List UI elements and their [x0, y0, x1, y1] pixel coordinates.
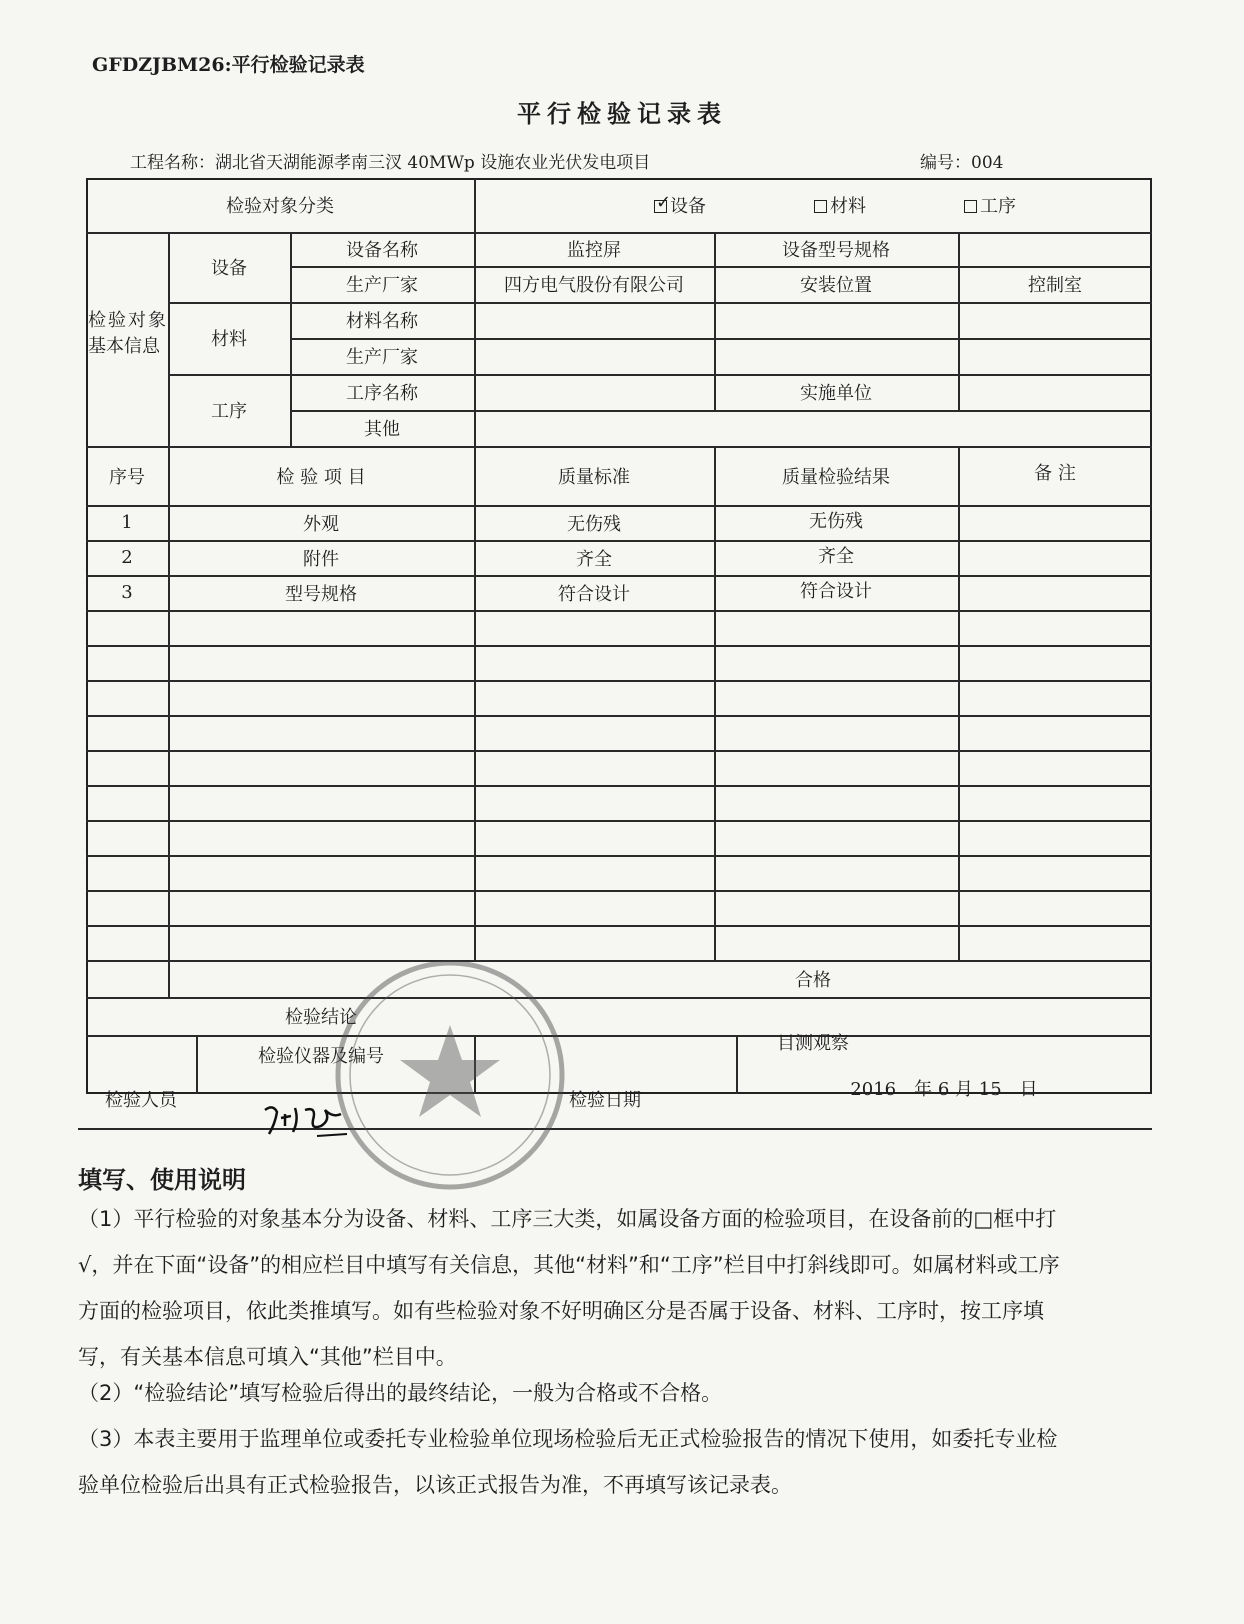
- other-label: 其他: [364, 419, 400, 440]
- instruction-paragraph-1: （1）平行检验的对象基本分为设备、材料、工序三大类，如属设备方面的检验项目，在设备前的□框中打√，并在下面“设备”的相应栏目中填写有关信息，其他“材料”和“工序”栏目中打斜线即可。如属材料或工序方面的检验项目，依此类推填写。如有些检验对象不好明确区分是否属于设备、材料、工序时，按工序填写，有关基本信息可填入“其他”栏目中。: [78, 1207, 1060, 1369]
- basic-info-side-label: 检验对象基本信息: [88, 310, 166, 357]
- install-location-value: 控制室: [1028, 275, 1082, 296]
- row-divider: [78, 1128, 1152, 1130]
- document-number: 编号：004: [920, 153, 1004, 173]
- row-divider: [86, 855, 1152, 857]
- checkbox-icon[interactable]: [964, 200, 977, 213]
- row-divider: [86, 680, 1152, 682]
- process-group-label: 工序: [211, 401, 247, 422]
- document-title: 平行检验记录表: [517, 99, 727, 128]
- row-divider: [86, 820, 1152, 822]
- instructions-title: 填写、使用说明: [78, 1166, 246, 1194]
- official-seal-stamp: [320, 955, 580, 1195]
- row-item: 外观: [303, 513, 339, 535]
- checkbox-icon[interactable]: [814, 200, 827, 213]
- header-seq: 序号: [109, 466, 145, 488]
- option-label: 设备: [670, 196, 706, 217]
- row-standard: 符合设计: [558, 583, 630, 605]
- row-divider: [86, 925, 1152, 927]
- row-item: 型号规格: [285, 583, 357, 605]
- equipment-group-label: 设备: [211, 258, 247, 279]
- material-manufacturer-label: 生产厂家: [346, 347, 418, 368]
- row-seq: 1: [121, 512, 133, 533]
- instruction-paragraph-3: （3）本表主要用于监理单位或委托专业检验单位现场检验后无正式检验报告的情况下使用，如委托专业检验单位检验后出具有正式检验报告，以该正式报告为准，不再填写该记录表。: [78, 1427, 1058, 1497]
- manufacturer-label: 生产厂家: [346, 275, 418, 296]
- implementing-unit-label: 实施单位: [800, 383, 872, 404]
- equipment-name-label: 设备名称: [346, 240, 418, 261]
- row-divider: [86, 610, 1152, 612]
- date-label: 检验日期: [569, 1090, 641, 1111]
- checkbox-checked-icon[interactable]: ✓: [656, 191, 672, 213]
- install-location-label: 安装位置: [800, 275, 872, 296]
- conclusion-label: 检验结论: [285, 1007, 357, 1028]
- row-result: 齐全: [818, 546, 854, 567]
- equipment-model-label: 设备型号规格: [782, 240, 890, 261]
- row-divider: [86, 785, 1152, 787]
- material-group-label: 材料: [211, 329, 247, 350]
- instrument-label: 检验仪器及编号: [258, 1046, 384, 1067]
- conclusion-value: 合格: [795, 969, 831, 991]
- row-divider: [86, 750, 1152, 752]
- row-result: 无伤残: [809, 511, 863, 532]
- project-name: 工程名称：湖北省天湖能源孝南三汊 40MWp 设施农业光伏发电项目: [130, 153, 651, 173]
- header-result: 质量检验结果: [782, 466, 890, 488]
- form-code: GFDZJBM26:平行检验记录表: [92, 54, 365, 76]
- category-option-process[interactable]: [930, 178, 1050, 232]
- row-item: 附件: [303, 548, 339, 570]
- row-divider: [86, 890, 1152, 892]
- category-option-material[interactable]: [780, 178, 900, 232]
- row-divider: [86, 715, 1152, 717]
- manufacturer-value: 四方电气股份有限公司: [504, 275, 684, 296]
- equipment-model-value: [958, 232, 1152, 266]
- category-option-equipment[interactable]: [620, 178, 740, 232]
- inspector-label: 检验人员: [105, 1090, 177, 1111]
- row-result: 符合设计: [800, 581, 872, 602]
- equipment-name-value: 监控屏: [567, 240, 621, 261]
- category-label: 检验对象分类: [226, 196, 334, 217]
- option-label: 工序: [980, 196, 1016, 217]
- row-standard: 无伤残: [567, 513, 621, 535]
- instruction-paragraph-2: （2）“检验结论”填写检验后得出的最终结论，一般为合格或不合格。: [78, 1381, 723, 1405]
- material-name-label: 材料名称: [346, 311, 418, 332]
- instrument-value: 目测观察: [777, 1032, 849, 1054]
- process-name-label: 工序名称: [346, 383, 418, 404]
- option-label: 材料: [830, 196, 866, 217]
- col-divider: [474, 178, 476, 232]
- date-value: 2016 年 6 月 15 日: [850, 1079, 1038, 1100]
- col-divider: [958, 446, 960, 960]
- row-standard: 齐全: [576, 548, 612, 570]
- row-seq: 3: [121, 582, 133, 603]
- row-divider: [86, 645, 1152, 647]
- header-item: 检 验 项 目: [276, 466, 366, 488]
- row-seq: 2: [121, 547, 133, 568]
- header-note: 备 注: [1034, 463, 1076, 484]
- header-standard: 质量标准: [558, 466, 630, 488]
